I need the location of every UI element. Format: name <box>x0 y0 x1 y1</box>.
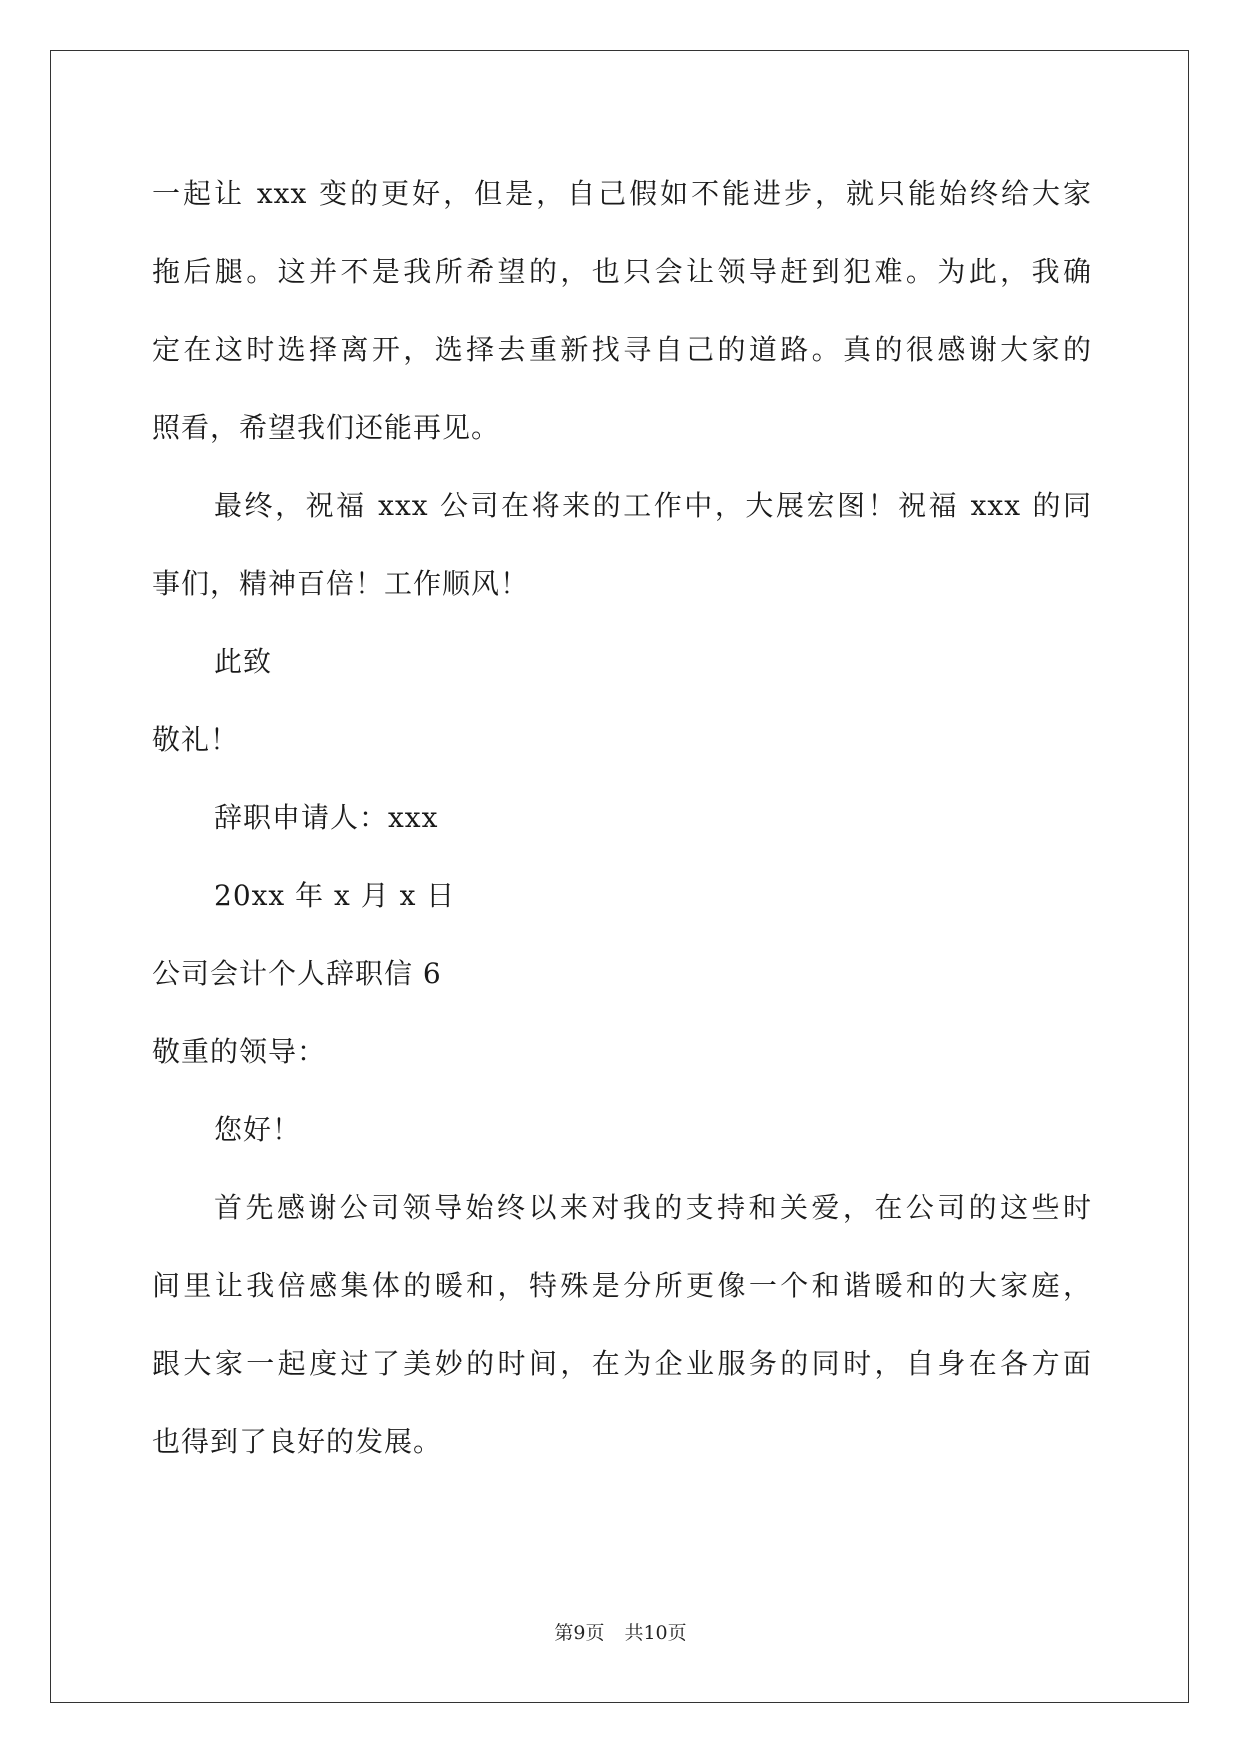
signature-applicant: 辞职申请人：xxx <box>214 801 439 834</box>
paragraph-line: 跟大家一起度过了美妙的时间，在为企业服务的同时，自身在各方面 <box>152 1347 1092 1380</box>
letter-greeting: 您好！ <box>214 1113 302 1146</box>
page-total: 共10页 <box>624 1622 687 1644</box>
paragraph-line: 事们，精神百倍！工作顺风！ <box>152 567 530 600</box>
paragraph-line: 定在这时选择离开，选择去重新找寻自己的道路。真的很感谢大家的 <box>152 333 1092 366</box>
page-footer <box>0 1621 1241 1645</box>
paragraph-line: 也得到了良好的发展。 <box>152 1425 443 1458</box>
letter-salutation: 敬重的领导： <box>152 1035 327 1068</box>
closing-salutation: 此致 <box>214 645 273 678</box>
paragraph-line: 一起让 xxx 变的更好，但是，自己假如不能进步，就只能始终给大家 <box>152 177 1092 210</box>
paragraph-line: 最终，祝福 xxx 公司在将来的工作中，大展宏图！祝福 xxx 的同 <box>214 489 1092 522</box>
section-title: 公司会计个人辞职信 6 <box>152 957 442 990</box>
closing-regards: 敬礼！ <box>152 723 240 756</box>
paragraph-line: 间里让我倍感集体的暖和，特殊是分所更像一个和谐暖和的大家庭， <box>152 1269 1092 1302</box>
paragraph-line: 首先感谢公司领导始终以来对我的支持和关爱，在公司的这些时 <box>214 1191 1092 1224</box>
document-body <box>152 155 1092 1481</box>
page-number: 第9页 <box>554 1622 605 1644</box>
paragraph-line: 拖后腿。这并不是我所希望的，也只会让领导赶到犯难。为此，我确 <box>152 255 1092 288</box>
signature-date: 20xx 年 x 月 x 日 <box>214 879 456 912</box>
paragraph-line: 照看，希望我们还能再见。 <box>152 411 501 444</box>
